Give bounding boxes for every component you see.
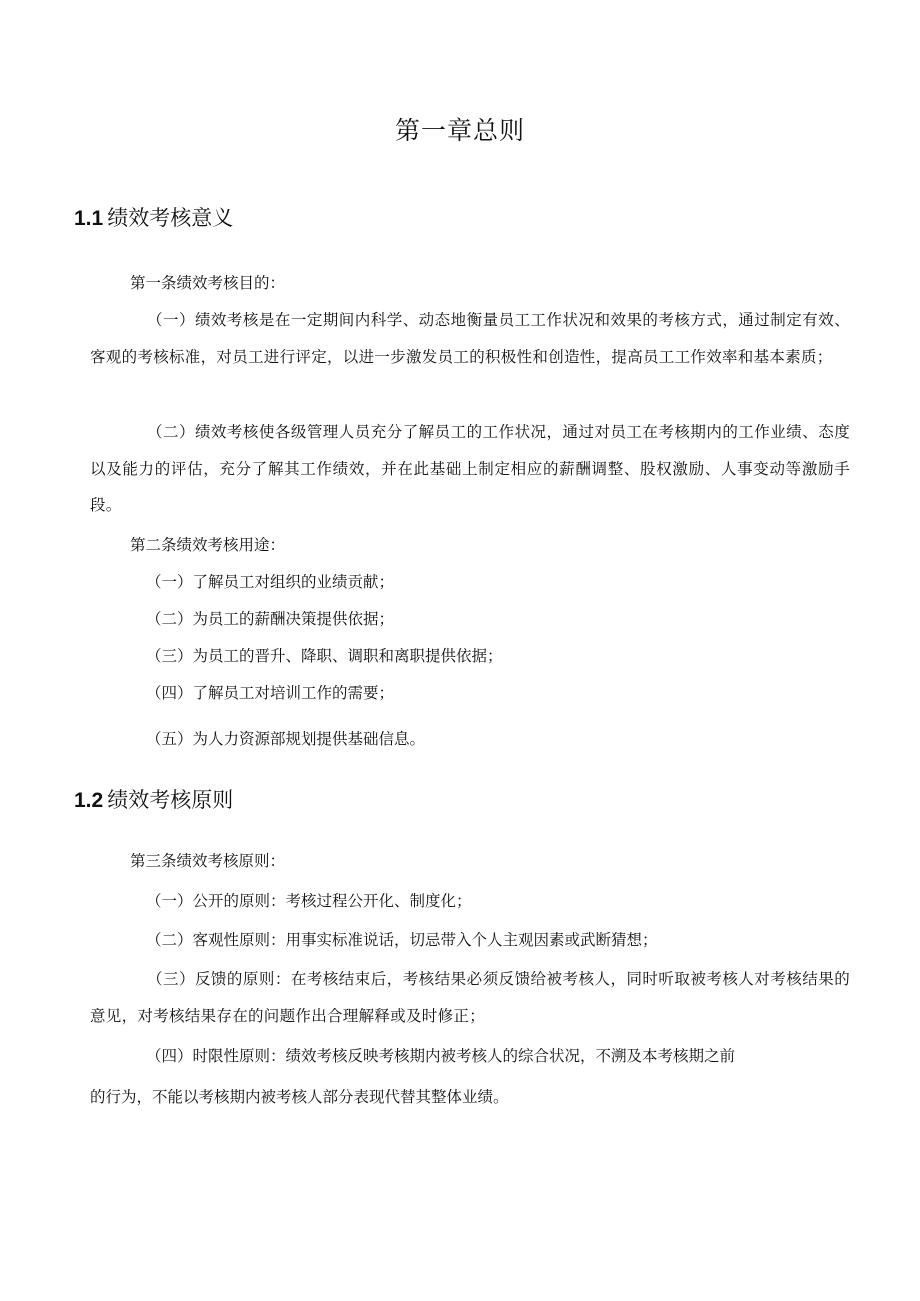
list-item: （二）客观性原则：用事实标准说话，切忌带入个人主观因素或武断猜想； [146, 931, 658, 949]
section-number: 1.1 [74, 207, 104, 230]
section-number: 1.2 [74, 789, 104, 812]
list-item: （五）为人力资源部规划提供基础信息。 [146, 730, 426, 748]
section-heading-1-2 [74, 785, 233, 816]
paragraph: （一）绩效考核是在一定期间内科学、动态地衡量员工工作状况和效果的考核方式，通过制定有效、客观的考核标准，对员工进行评定，以进一步激发员工的积极性和创造性，提高员工工作效率和基本素质； [90, 311, 850, 366]
list-item-continuation: 的行为，不能以考核期内被考核人部分表现代替其整体业绩。 [90, 1088, 509, 1106]
paragraph: （二）绩效考核使各级管理人员充分了解员工的工作状况，通过对员工在考核期内的工作业绩、态度以及能力的评估，充分了解其工作绩效，并在此基础上制定相应的薪酬调整、股权激励、人事变动等激励手段。 [90, 423, 850, 514]
list-item: （四）时限性原则：绩效考核反映考核期内被考核人的综合状况，不溯及本考核期之前 [146, 1047, 736, 1065]
article-heading: 第三条绩效考核原则： [130, 852, 286, 870]
section-heading-1-1 [74, 203, 233, 234]
paragraph: （三）反馈的原则：在考核结束后，考核结果必须反馈给被考核人，同时听取被考核人对考核结果的意见，对考核结果存在的问题作出合理解释或及时修正； [90, 970, 850, 1025]
list-item: （二）为员工的薪酬决策提供依据； [146, 610, 395, 628]
article-heading: 第二条绩效考核用途： [130, 536, 286, 554]
list-item: （一）公开的原则：考核过程公开化、制度化； [146, 892, 472, 910]
list-item: （三）为员工的晋升、降职、调职和离职提供依据； [146, 647, 503, 665]
section-title: 绩效考核意义 [107, 206, 234, 230]
list-item: （一）了解员工对组织的业绩贡献； [146, 573, 395, 591]
chapter-title: 第一章总则 [394, 116, 525, 145]
article-heading: 第一条绩效考核目的： [130, 274, 286, 292]
section-title: 绩效考核原则 [107, 788, 234, 812]
list-item: （四）了解员工对培训工作的需要； [146, 684, 395, 702]
